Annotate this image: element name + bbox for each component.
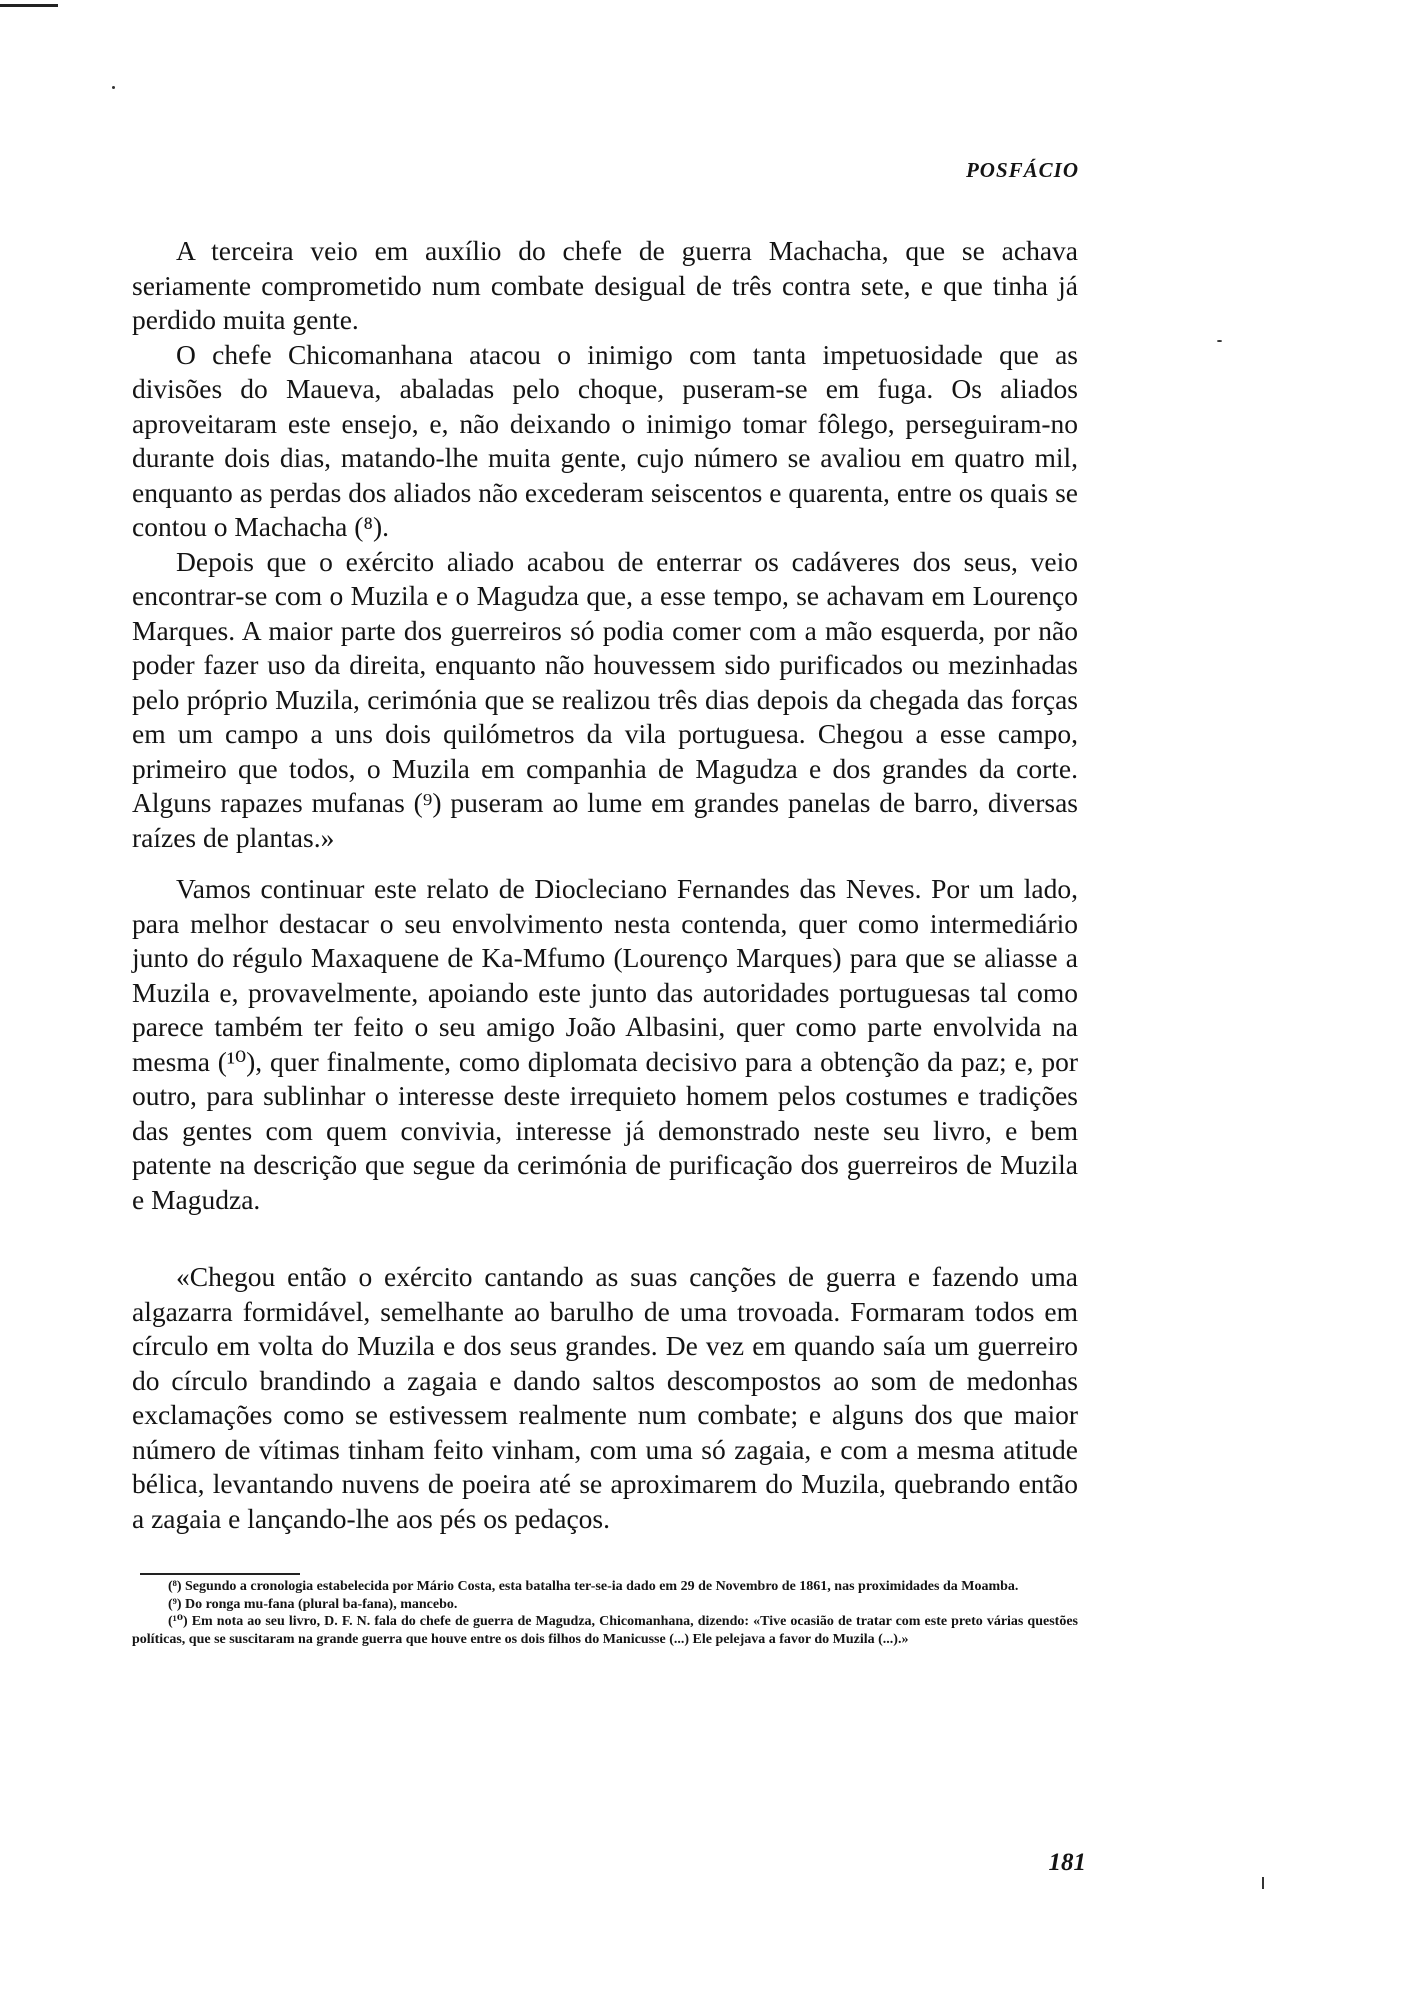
paragraph: A terceira veio em auxílio do chefe de guerra Machacha, que se achava seriamente comprometido num combate desigual de três contra sete, e que tinha já perdido muita gente. — [132, 235, 1078, 335]
footnote: (⁹) Do ronga mu-fana (plural ba-fana), mancebo. — [168, 1596, 458, 1612]
scan-speck — [1217, 340, 1222, 342]
paragraph: O chefe Chicomanhana atacou o inimigo com tanta impetuosidade que as divisões do Maueva, abaladas pelo choque, puseram-se em fuga. Os aliados aproveitaram este ensejo, e, não deixando o inimigo tomar fôlego, perseguiram-no durante dois dias, matando-lhe muita gente, cujo número se avaliou em quatro mil, enquanto as perdas dos aliados não excederam seiscentos e quarenta, entre os quais se contou o Machacha (⁸). — [132, 338, 1078, 542]
footnote: (⁸) Segundo a cronologia estabelecida por Mário Costa, esta batalha ter-se-ia dado em 29 de Novembro de 1861, nas proximidades da Moamba. — [168, 1579, 1019, 1594]
paragraph: Vamos continuar este relato de Diocleciano Fernandes das Neves. Por um lado, para melhor destacar o seu envolvimento nesta contenda, quer como intermediário junto do régulo Maxaquene de Ka-Mfumo (Lourenço Marques) para que se aliasse a Muzila e, provavelmente, apoiando este junto das autoridades portuguesas tal como parece também ter feito o seu amigo João Albasini, quer como parte envolvida na mesma (¹⁰), quer finalmente, como diplomata decisivo para a obtenção da paz; e, por outro, para sublinhar o interesse deste irrequieto homem pelos costumes e tradições das gentes com quem convivia, interesse já demonstrado neste seu livro, e bem patente na descrição que segue da cerimónia de purificação dos guerreiros de Muzila e Magudza. — [132, 873, 1078, 1215]
footnotes — [132, 1578, 1078, 1648]
body-block-2 — [132, 872, 1078, 1217]
body-block-3 — [132, 1260, 1078, 1536]
scan-speck — [112, 86, 115, 89]
body-block-1 — [132, 234, 1078, 855]
paragraph: «Chegou então o exército cantando as suas canções de guerra e fazendo uma algazarra formidável, semelhante ao barulho de uma trovoada. Formaram todos em círculo em volta do Muzila e dos seus grandes. De vez em quando saía um guerreiro do círculo brandindo a zagaia e dando saltos descompostos ao som de medonhas exclamações como se estivessem realmente num combate; e alguns dos que maior número de vítimas tinham feito vinham, com uma só zagaia, e com a mesma atitude bélica, levantando nuvens de poeira até se aproximarem do Muzila, quebrando então a zagaia e lançando-lhe aos pés os pedaços. — [132, 1261, 1078, 1534]
footnote-rule — [140, 1573, 300, 1575]
paragraph: Depois que o exército aliado acabou de enterrar os cadáveres dos seus, veio encontrar-se com o Muzila e o Magudza que, a esse tempo, se achavam em Lourenço Marques. A maior parte dos guerreiros só podia comer com a mão esquerda, por não poder fazer uso da direita, enquanto não houvessem sido purificados ou mezinhadas pelo próprio Muzila, cerimónia que se realizou três dias depois da chegada das forças em um campo a uns dois quilómetros da vila portuguesa. Chegou a esse campo, primeiro que todos, o Muzila em companhia de Magudza e dos grandes da corte. Alguns rapazes mufanas (⁹) puseram ao lume em grandes panelas de barro, diversas raízes de plantas.» — [132, 545, 1078, 853]
scan-speck — [1262, 1877, 1264, 1889]
footnote: (¹⁰) Em nota ao seu livro, D. F. N. fala do chefe de guerra de Magudza, Chicomanhana, dizendo: «Tive ocasião de tratar com este preto várias questões políticas, que se suscitaram na grande guerra que houve entre os dois filhos do Manicusse (...) Ele pelejava a favor do Muzila (...).» — [132, 1614, 1078, 1647]
running-head: POSFÁCIO — [965, 158, 1079, 182]
page-number: 181 — [1048, 1849, 1086, 1876]
scan-corner-mark — [0, 4, 58, 7]
